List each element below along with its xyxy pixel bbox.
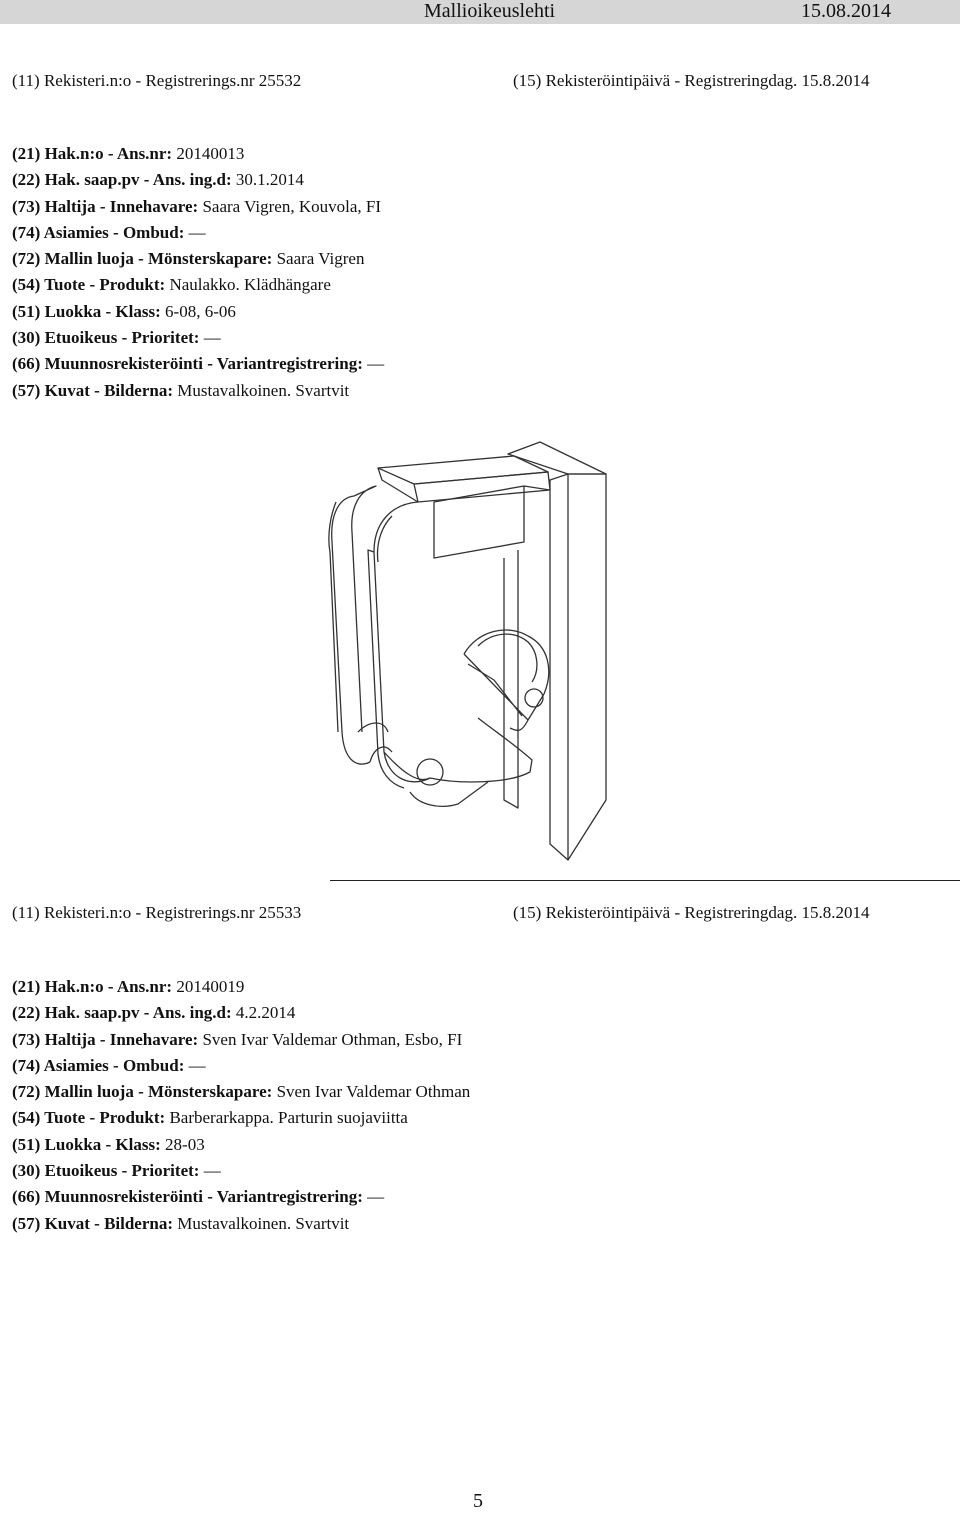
- registration-date: (15) Rekisteröintipäivä - Registreringdag. 15.8.2014: [513, 71, 870, 90]
- design-drawing-coat-hook: [318, 432, 618, 864]
- field-row: (73) Haltija - Innehavare: Sven Ivar Valdemar Othman, Esbo, FI: [12, 1029, 463, 1049]
- field-row: (74) Asiamies - Ombud: —: [12, 222, 206, 242]
- entry-fields: [12, 974, 470, 1237]
- field-row: (57) Kuvat - Bilderna: Mustavalkoinen. Svartvit: [12, 1213, 350, 1233]
- field-row: (21) Hak.n:o - Ans.nr: 20140019: [12, 977, 245, 996]
- field-row: (51) Luokka - Klass: 6-08, 6-06: [12, 301, 236, 321]
- field-row: (30) Etuoikeus - Prioritet: —: [12, 328, 221, 348]
- field-row: (22) Hak. saap.pv - Ans. ing.d: 30.1.2014: [12, 170, 304, 190]
- field-row: (66) Muunnosrekisteröinti - Variantregistrering: —: [12, 354, 385, 374]
- section-divider: [330, 880, 960, 881]
- field-row: (57) Kuvat - Bilderna: Mustavalkoinen. Svartvit: [12, 380, 350, 400]
- field-row: (54) Tuote - Produkt: Barberarkappa. Parturin suojaviitta: [12, 1108, 408, 1128]
- entry-fields: [12, 141, 384, 404]
- page-number: 5: [473, 1490, 483, 1512]
- page-header: [0, 0, 960, 24]
- field-row: (22) Hak. saap.pv - Ans. ing.d: 4.2.2014: [12, 1003, 296, 1023]
- field-row: (74) Asiamies - Ombud: —: [12, 1055, 206, 1075]
- field-row: (51) Luokka - Klass: 28-03: [12, 1134, 205, 1154]
- registration-number: (11) Rekisteri.n:o - Registrerings.nr 25533: [12, 903, 302, 922]
- field-row: (21) Hak.n:o - Ans.nr: 20140013: [12, 144, 245, 163]
- field-row: (73) Haltija - Innehavare: Saara Vigren, Kouvola, FI: [12, 196, 381, 216]
- field-row: (72) Mallin luoja - Mönsterskapare: Sven Ivar Valdemar Othman: [12, 1082, 471, 1102]
- publication-date: 15.08.2014: [801, 0, 891, 22]
- field-row: (66) Muunnosrekisteröinti - Variantregistrering: —: [12, 1187, 385, 1207]
- field-row: (72) Mallin luoja - Mönsterskapare: Saara Vigren: [12, 249, 365, 269]
- registration-number: (11) Rekisteri.n:o - Registrerings.nr 25532: [12, 71, 302, 90]
- publication-title: Mallioikeuslehti: [424, 0, 556, 22]
- field-row: (54) Tuote - Produkt: Naulakko. Klädhängare: [12, 275, 331, 295]
- registration-date: (15) Rekisteröintipäivä - Registreringdag. 15.8.2014: [513, 903, 870, 922]
- field-row: (30) Etuoikeus - Prioritet: —: [12, 1161, 221, 1181]
